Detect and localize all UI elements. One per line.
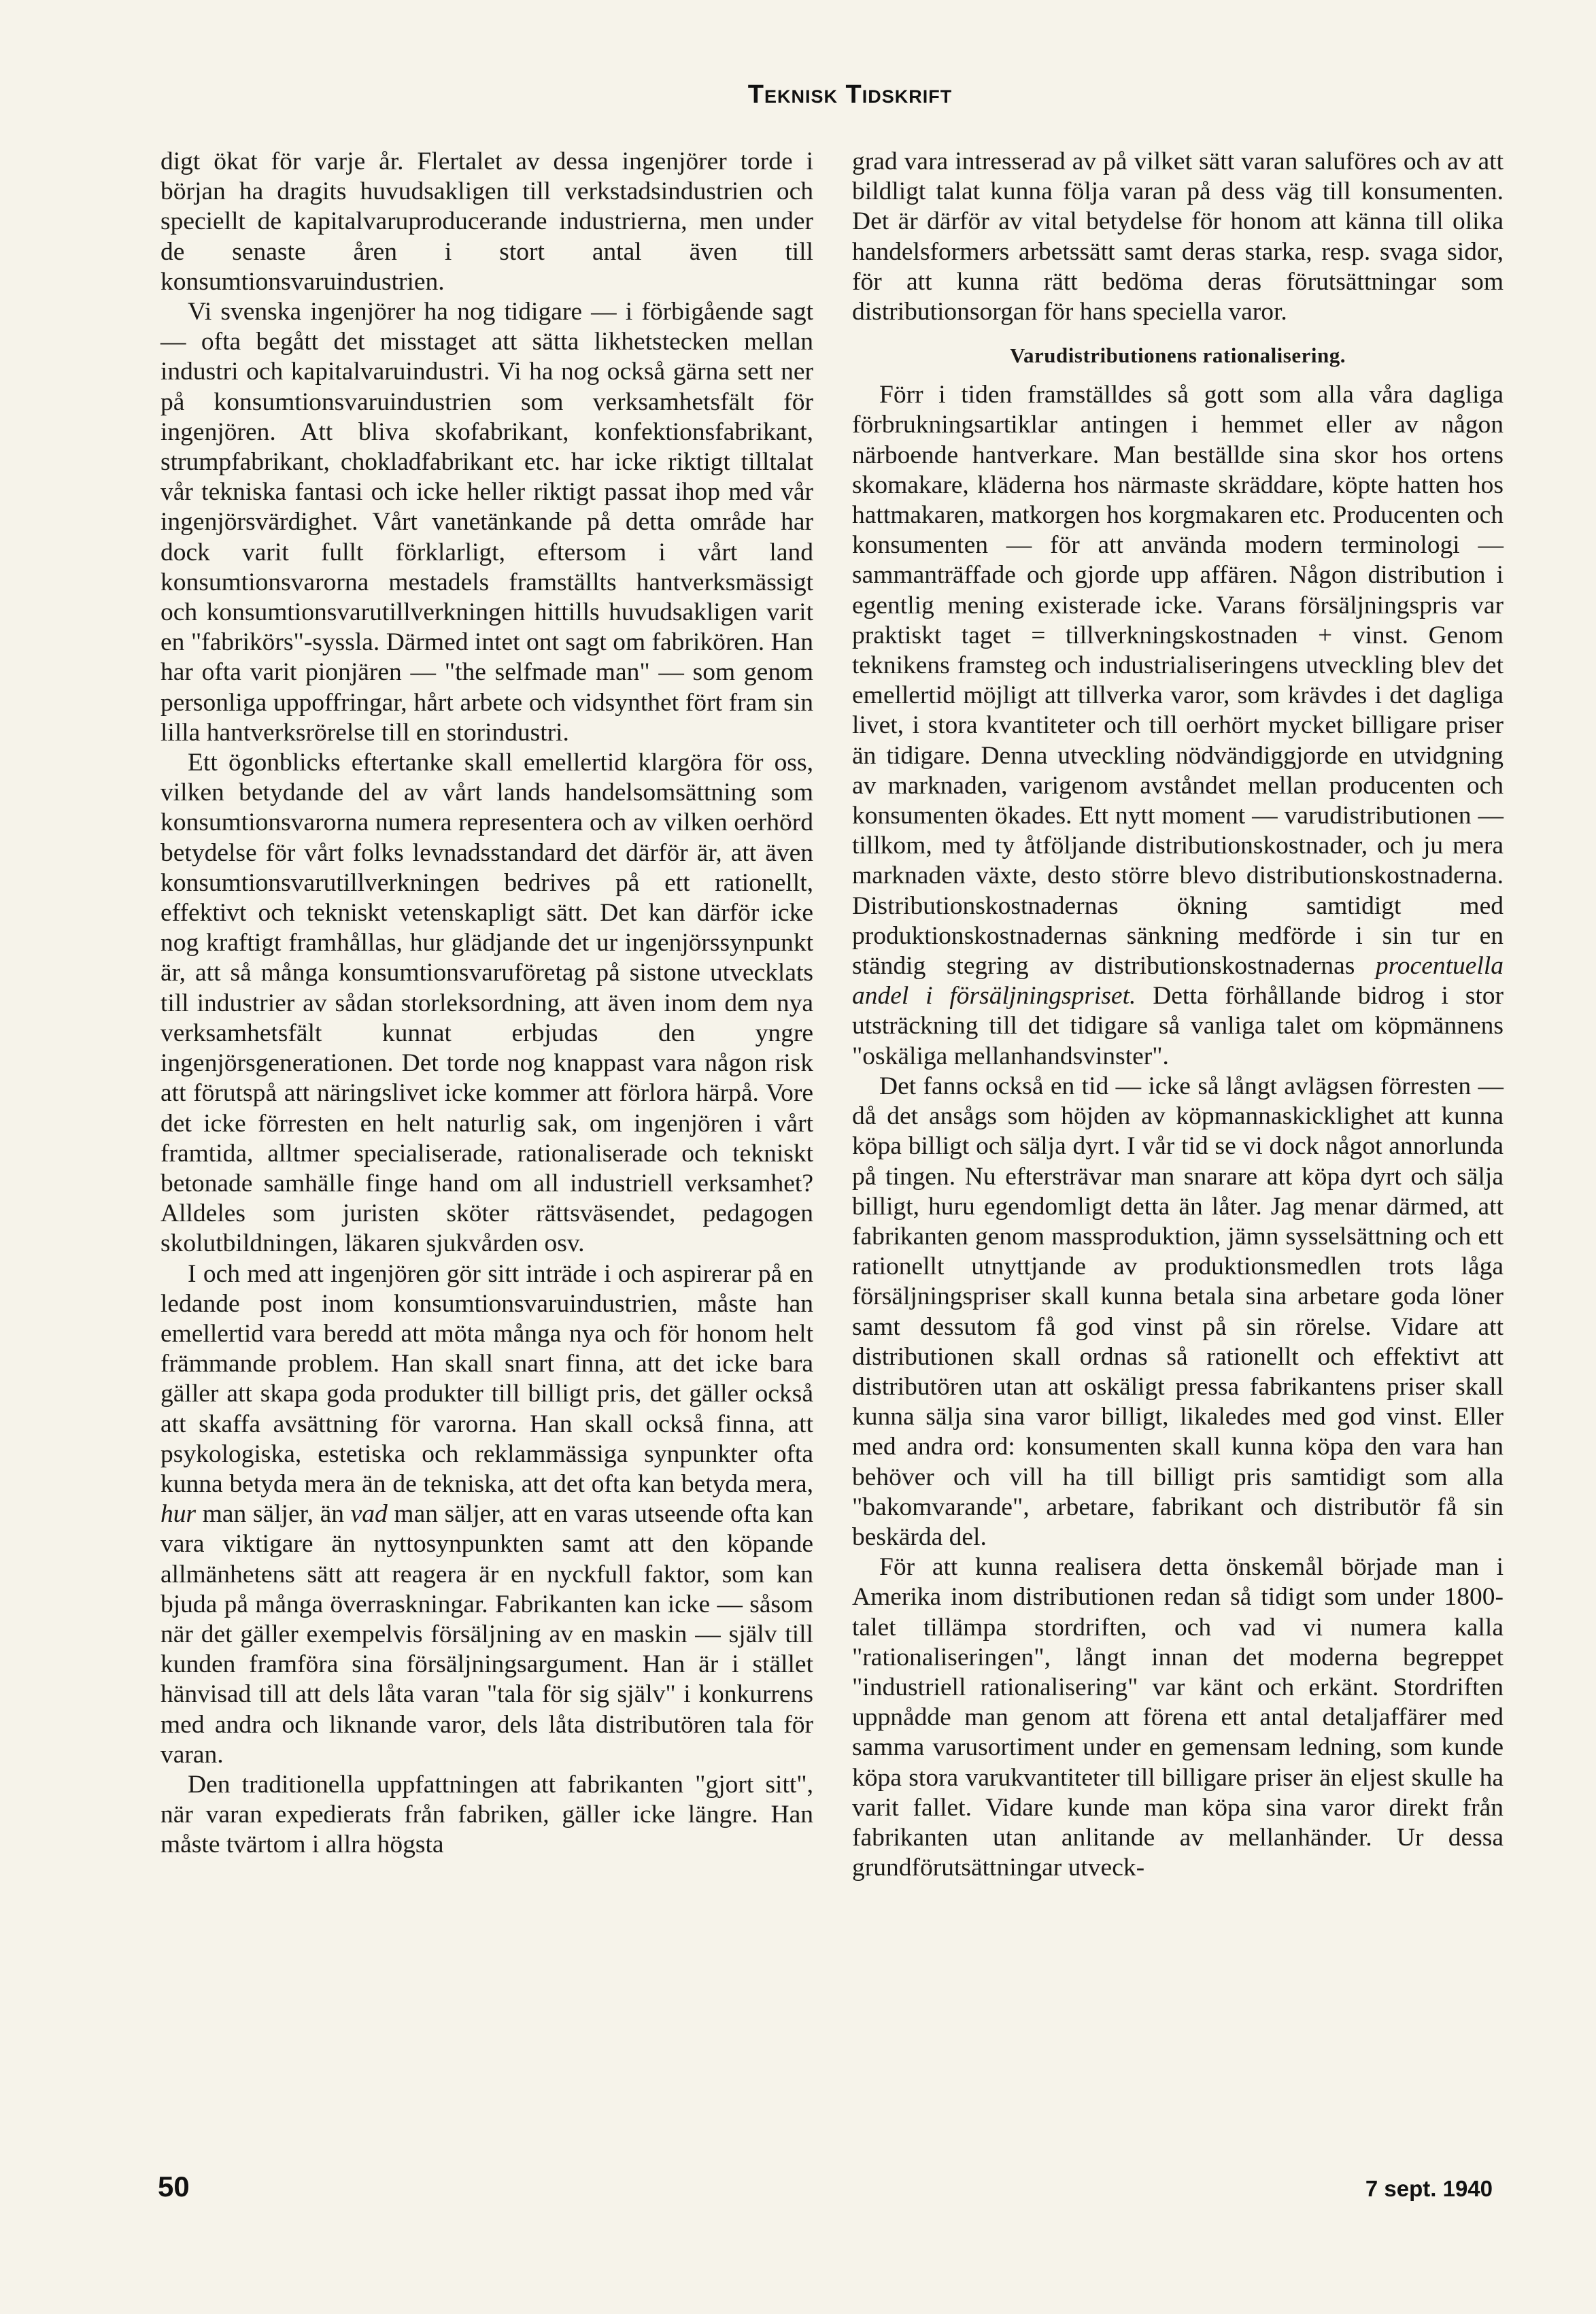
- emphasis-vad: vad: [350, 1500, 388, 1529]
- text-run: man säljer, att en varas utseende ofta kan vara viktigare än nyttosynpunkten samt att den köpande allmänhetens sätt att reagera är en nyckfull faktor, som kan bjuda på många överraskningar. Fabrikanten kan icke — såsom när det gäller exempelvis försäljning av en maskin — själv till kunden framföra sina försäljningsargument. Han är i stället hänvisad till att dels låta varan "tala för sig själv" i konkurrens med andra och liknande varor, dels låta distributören tala för varan.: [160, 1500, 814, 1769]
- left-column: [160, 147, 813, 1860]
- paragraph: digt ökat för varje år. Flertalet av dessa ingenjörer torde i början ha dragits huvudsakligen till verkstadsindustrien och speciellt de kapitalvaruproducerande industrierna, men under de senaste åren i stort antal även till konsumtionsvaruindustrien.: [160, 148, 813, 296]
- paragraph: Ett ögonblicks eftertanke skall emellertid klargöra för oss, vilken betydande del av vårt lands handelsomsättning som konsumtionsvarorna numera representera och av vilken oerhörd betydelse för vårt folks levnadsstandard det därför är, att även konsumtionsvarutillverkningen bedrives på ett rationellt, effektivt och tekniskt vetenskapligt sätt. Det kan därför icke nog kraftigt framhållas, hur glädjande det ur ingenjörssynpunkt är, att så många konsumtionsvaruföretag på sistone utvecklats till industrier av sådan storleksordning, att även inom dem nya verksamhetsfält kunnat erbjudas den yngre ingenjörsgenerationen. Det torde nog knappast vara någon risk att förutspå att näringslivet icke kommer att förlora härpå. Vore det icke förresten en helt naturlig sak, om ingenjören i vårt framtida, alltmer specialiserade, rationaliserade och tekniskt betonade samhälle finge hand om all industriell verksamhet? Alldeles som juristen sköter rättsväsendet, pedagogen skolutbildningen, läkaren sjukvården osv.: [160, 749, 813, 1258]
- emphasis-procentuella: procentuella andel i försäljningspriset.: [852, 952, 1504, 1010]
- paragraph: För att kunna realisera detta önskemål började man i Amerika inom distributionen redan så tidigt som under 1800-talet tillämpa stordriften, och vad vi numera kalla "rationaliseringen", långt innan det moderna begreppet "industriell rationalisering" var känt och erkänt. Stordriften uppnådde man genom att förena ett antal detaljaffärer med samma varusortiment under en gemensam ledning, som kunde köpa stora varukvantiteter till billigare priser än eljest skulle ha varit fallet. Vidare kunde man köpa sina varor direkt från fabrikanten utan anlitande av mellanhänder. Ur dessa grundförutsättningar utveck-: [852, 1553, 1504, 1882]
- text-run: man säljer, än: [202, 1500, 344, 1529]
- right-column: [852, 147, 1504, 1883]
- journal-title: Teknisk Tidskrift: [747, 80, 953, 109]
- paragraph: Det fanns också en tid — icke så långt avlägsen förresten — då det ansågs som höjden av köpmannaskicklighet att kunna köpa billigt och sälja dyrt. I vår tid se vi dock något annorlunda på tingen. Nu eftersträvar man snarare att köpa dyrt och sälja billigt, huru egendomligt detta än låter. Jag menar därmed, att fabrikanten genom massproduktion, jämn sysselsättning och ett rationellt utnyttjande av produktionsmedlen trots låga försäljningspriser skall kunna betala sina arbetare goda löner samt dessutom få god vinst på sin rörelse. Vidare att distributionen skall ordnas så rationellt och effektivt att distributören utan att oskäligt pressa fabrikantens priser skall kunna sälja sina varor billigt, likaledes med god vinst. Eller med andra ord: konsumenten skall kunna köpa den vara han behöver och vill ha till billigt pris samtidigt som alla "bakomvarande", arbetare, fabrikant och distributör få sin beskärda del.: [852, 1072, 1504, 1551]
- text-run: I och med att ingenjören gör sitt inträde i och aspirerar på en ledande post inom konsumtionsvaruindustrien, måste han emellertid vara beredd att möta många nya och för honom helt främmande problem. Han skall snart finna, att det icke bara gäller att skapa goda produkter till billigt pris, det gäller också att skaffa avsättning för varorna. Han skall också finna, att psykologiska, estetiska och reklammässiga synpunkter ofta kunna betyda mera än de tekniska, att det ofta kan betyda mera,: [160, 1259, 813, 1498]
- paragraph: [160, 1259, 813, 1770]
- paragraph: Vi svenska ingenjörer ha nog tidigare — i förbigående sagt — ofta begått det misstaget att sätta likhetstecken mellan industri och kapitalvaruindustri. Vi ha nog också gärna sett ner på konsumtionsvaruindustrien som verksamhetsfält för ingenjören. Att bliva skofabrikant, konfektionsfabrikant, strumpfabrikant, chokladfabrikant etc. har icke riktigt tilltalat vår tekniska fantasi och icke heller riktigt passat ihop med vår ingenjörsvärdighet. Vårt vanetänkande på detta område har dock varit fullt förklarligt, eftersom i vårt land konsumtionsvarorna mestadels framställts hantverksmässigt och konsumtionsvarutillverkningen hittills huvudsakligen varit en "fabrikörs"-syssla. Därmed intet ont sagt om fabrikören. Han har ofta varit pionjären — "the selfmade man" — som genom personliga uppoffringar, hårt arbete och vidsynthet fört fram sin lilla hantverksrörelse till en storindustri.: [160, 298, 813, 747]
- page-number: 50: [158, 2171, 190, 2202]
- paragraph: Den traditionella uppfattningen att fabrikanten "gjort sitt", när varan expedierats från fabriken, gäller icke längre. Han måste tvärtom i allra högsta: [160, 1770, 813, 1859]
- section-heading: Varudistributionens rationalisering.: [1010, 343, 1346, 368]
- emphasis-hur: hur: [160, 1500, 197, 1529]
- paragraph: grad vara intresserad av på vilket sätt varan saluföres och av att bildligt talat kunna följa varan på dess väg till konsumenten. Det är därför av vital betydelse för honom att känna till olika handelsformers arbetssätt samt deras starka, resp. svaga sidor, för att kunna rätt bedöma deras förutsättningar som distributionsorgan för hans speciella varor.: [852, 148, 1504, 326]
- text-run: Förr i tiden framställdes så gott som alla våra dagliga förbrukningsartiklar antingen i hemmet eller av någon närboende hantverkare. Man beställde sina skor hos ortens skomakare, kläderna hos närmaste skräddare, köpte hatten hos hattmakaren, matkorgen hos korgmakaren etc. Producenten och konsumenten — för att använda modern terminologi — sammanträffade och gjorde upp affären. Någon distribution i egentlig mening existerade icke. Varans försäljningspris var praktiskt taget = tillverkningskostnaden + vinst. Genom teknikens framsteg och industrialiseringens utveckling blev det emellertid möjligt att tillverka varor, som krävdes i det dagliga livet, i stora kvantiteter och till oerhört mycket billigare priser än tidigare. Denna utveckling nödvändiggjorde en utvidgning av marknaden, varigenom avståndet mellan producenten och konsumenten ökades. Ett nytt moment — varudistributionen — tillkom, med ty åtföljande distributionskostnader, och ju mera marknaden växte, desto större blevo distributionskostnaderna. Distributionskostnadernas ökning samtidigt med produktionskostnadernas sänkning medförde i sin tur en ständig stegring av distributionskostnadernas: [852, 381, 1504, 981]
- issue-date: 7 sept. 1940: [1365, 2176, 1493, 2201]
- text-run: Detta förhållande bidrog i stor utsträckning till det tidigare så vanliga talet om köpmännens "oskäliga mellanhandsvinster".: [852, 982, 1504, 1070]
- paragraph: [852, 380, 1504, 1072]
